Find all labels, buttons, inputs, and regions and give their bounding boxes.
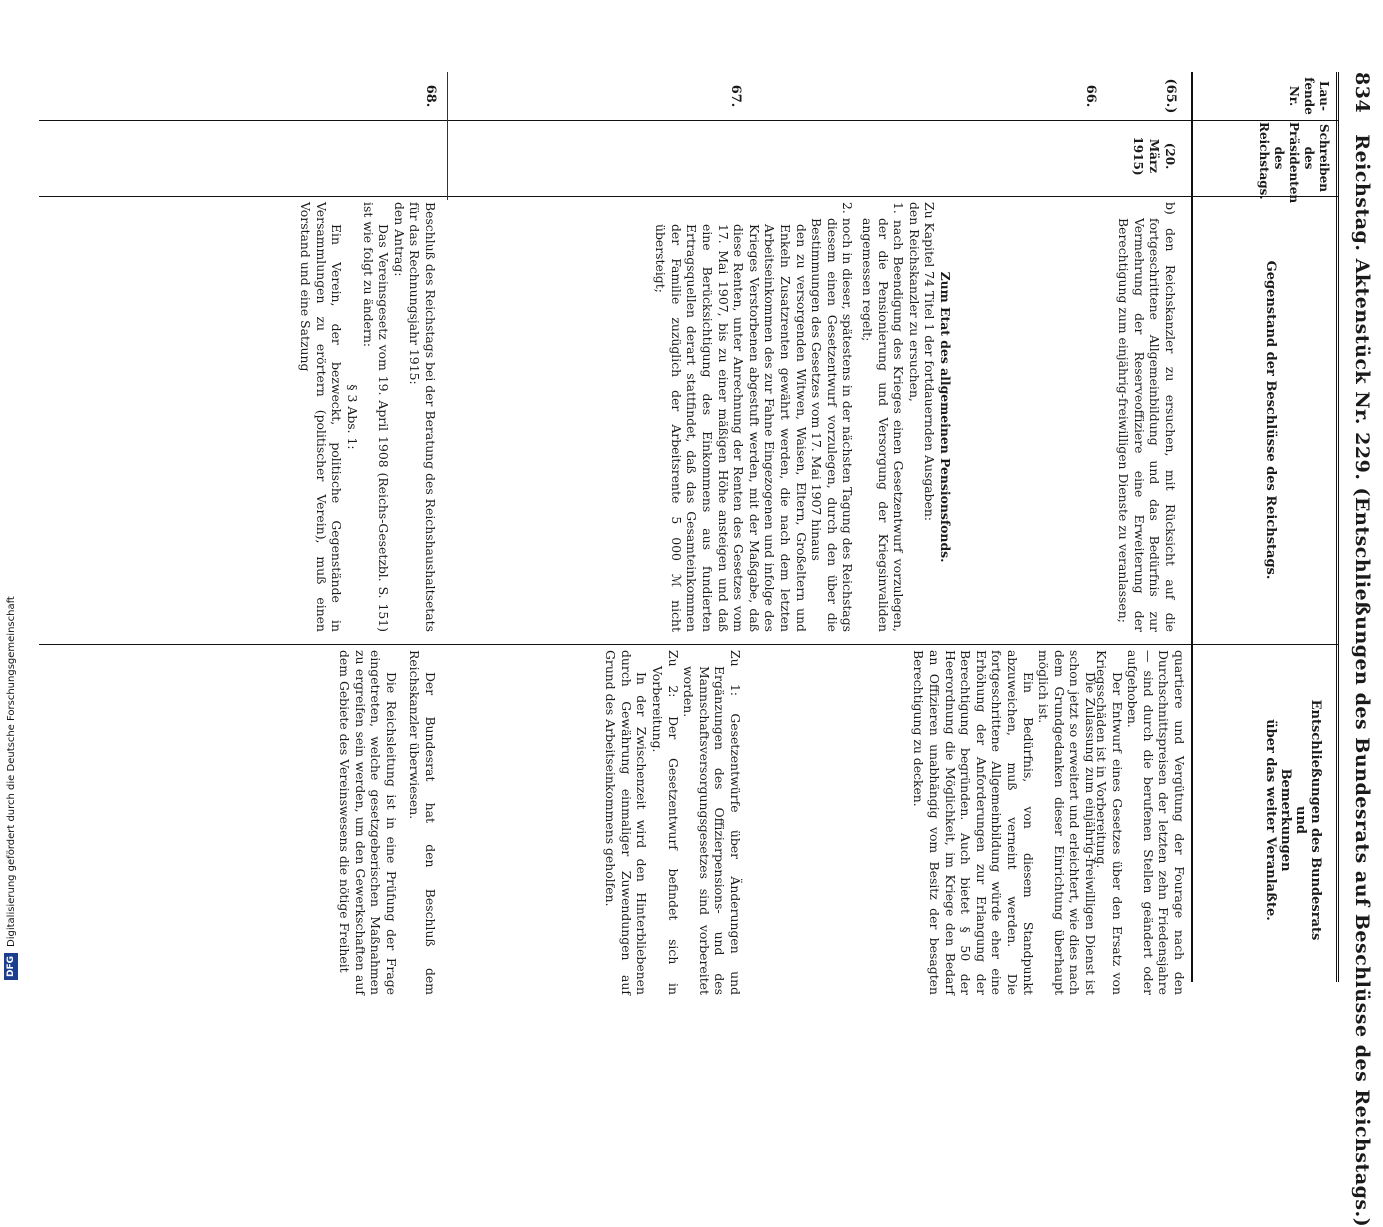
digitization-credit xyxy=(0,0,22,1000)
page-title: Reichstag. Aktenstück Nr. 229. (Entschließungen des Bundesrats auf Beschlüsse des Reichstags.) xyxy=(1351,134,1373,1227)
subject-68: Beschluß des Reichstags bei der Beratung des Reichshaushaltsetats für das Rechnungsjahr 1915: den Antrag: Das Vereinsgesetz vom 19. April 1908 (Reichs-Gesetzbl. S. 151) ist wie folgt zu ändern: § 3 Abs. 1: Ein Verein, der bezweckt, politische Gegenstände in Versammlungen zu erörtern (politischer Verein), muß einen Vorstand und eine Satzung xyxy=(298,202,438,632)
column-divider xyxy=(39,196,1339,197)
subject-66-b: b) den Reichskanzler zu ersuchen, mit Rücksicht auf die fortgeschrittene Allgemeinbildung und das Bedürfnis zur Vermehrung der Reserveoffiziere eine Erweiterung der Berechtigung zum einjährig-freiwilligen Dienste zu veranlassen; xyxy=(1116,202,1178,632)
page-number: 834 xyxy=(1351,72,1373,114)
decision-66: Die Zulassung zum einjährig-freiwilligen Dienst ist schon jetzt so erweitert und erleichtert, wie dies nach dem Grundgedanken dieser Einrichtung überhaupt möglich ist. Ein Bedürfnis, von diesem Standpunkt abzuweichen, muß verneint werden. Die fortgeschrittene Allgemeinbildung würde eher eine Erhöhung der Anforderungen zur Erlangung der Berechtigung begründen. Auch bietet § 50 der Heerordnung die Möglichkeit, im Kriege den Bedarf an Offizieren unabhängig vom Besitz der besagten Berechtigung zu decken. xyxy=(911,650,1098,995)
header-decision: Entschließungen des Bundesrats und Bemerkungen über das weiter Veranlaßte. xyxy=(1263,699,1323,941)
subject-67: Zum Etat des allgemeinen Pensionsfonds. Zu Kapitel 74 Titel 1 der fortdauernden Ausgaben: den Reichskanzler zu ersuchen, 1. nach Beendigung des Krieges einen Gesetzentwurf vorzulegen, der die Pensionierung und Versorgung der Kriegsinvaliden angemessen regelt; 2. noch in dieser, spätestens in der nächsten Tagung des Reichstags diesem einen Gesetzentwurf vorzulegen, durch den über die Bestimmungen des Gesetzes vom 17. Mai 1907 hinaus den zu versorgenden Witwen, Waisen, Eltern, Großeltern und Enkeln Zusatzrenten gewährt werden, die nach dem letzten Arbeitseinkommen des zur Fahne Eingezogenen und infolge des Krieges Verstorbenen abgestuft werden, mit der Maßgabe, daß diese Renten, unter Anrechnung der Renten des Gesetzes vom 17. Mai 1907, bis zu einer mäßigen Höhe ansteigen und daß eine Berücksichtigung des Einkommens aus fundierten Ertragsquellen derart stattfindet, daß das Gesamteinkommen der Familie zuzüglich der Arbeitsrente 5 000 ℳ nicht übersteigt; xyxy=(653,202,953,632)
header-rule xyxy=(1336,72,1339,982)
header-subject: Gegenstand der Beschlüsse des Reichstags. xyxy=(1263,260,1278,580)
decision-67: Zu 1: Gesetzentwürfe über Änderungen und Ergänzungen des Offizierpensions- und des Mannschaftsversorgungsgesetzes sind vorbereitet worden. Zu 2: Der Gesetzentwurf befindet sich in Vorbereitung. In der Zwischenzeit wird den Hinterbliebenen durch Gewährung einmaliger Zuwendungen auf Grund des Arbeitseinkommens geholfen. xyxy=(603,650,743,995)
column-divider xyxy=(39,120,1339,121)
row-number-65: (65.) xyxy=(1163,78,1178,114)
header-running-number: Lau- fende Nr. xyxy=(1287,77,1331,115)
row-number-67: 67. xyxy=(728,84,743,108)
decision-68: Der Bundesrat hat den Beschluß dem Reichskanzler überwiesen. Die Reichsleitung ist in eine Prüfung der Frage eingetreten, welche gesetzgeberischen Maßnahmen zu ergreifen sein werden, um den Gewerkschaften auf dem Gebiete des Vereinswesens die nötige Freiheit xyxy=(337,650,438,995)
credit-text: Digitalisierung gefördert durch die Deutsche Forschungsgemeinschaft xyxy=(5,596,17,947)
decision-65: quartiere und Vergütung der Fourage nach den Durchschnittspreisen der letzten zehn Friedensjahre — sind durch die berufenen Stellen geändert oder aufgehoben. Der Entwurf eines Gesetzes über den Ersatz von Kriegsschäden ist in Vorbereitung. xyxy=(1094,650,1187,995)
header-letter: Schreiben des Präsidenten des Reichstags. xyxy=(1257,122,1331,204)
row-date-65: (20. März 1915) xyxy=(1131,136,1177,176)
table-head-rule xyxy=(1191,72,1193,982)
row-separator xyxy=(447,72,448,200)
row-number-68: 68. xyxy=(423,84,438,108)
dfg-logo-icon: DFG xyxy=(4,953,18,980)
page-header xyxy=(1343,72,1373,1227)
row-number-66: 66. xyxy=(1083,84,1098,108)
column-divider xyxy=(39,644,1339,645)
